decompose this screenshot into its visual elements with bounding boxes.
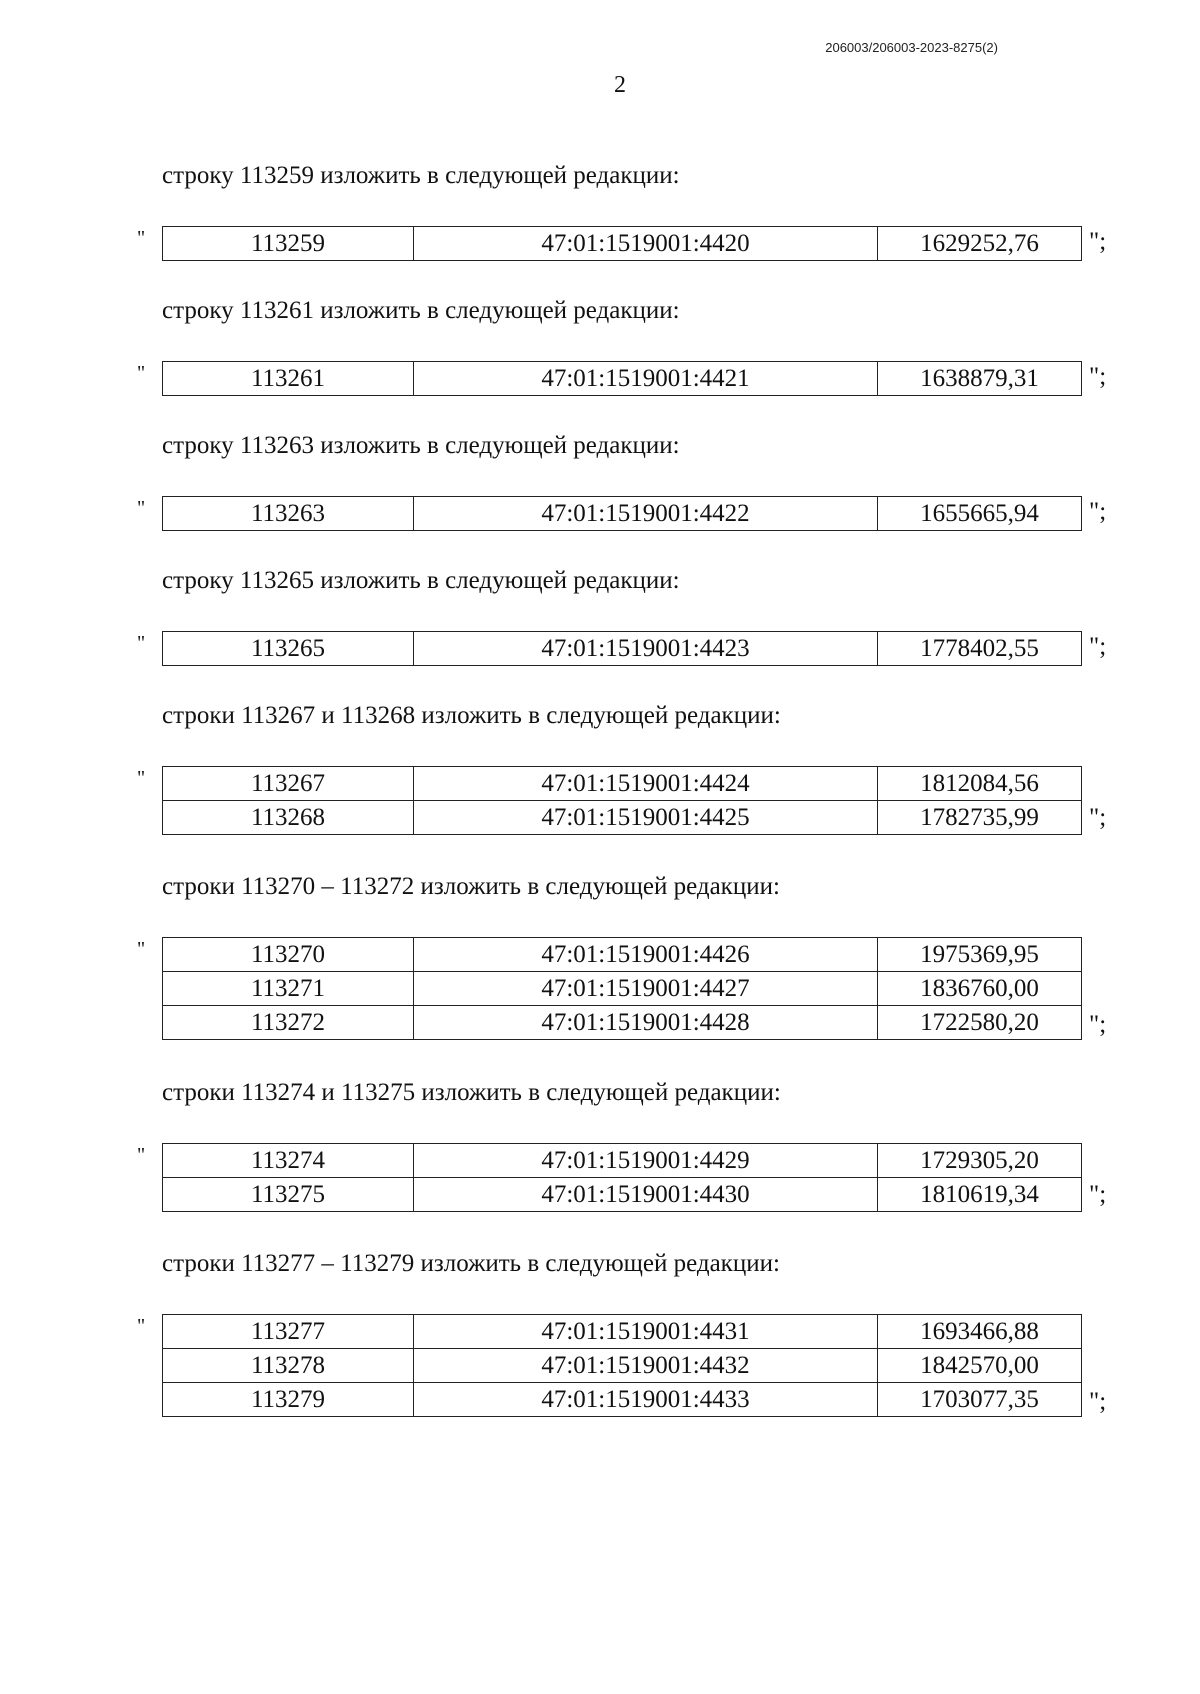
cadastral-number-cell: 47:01:1519001:4420 [414,227,878,261]
amendment-table [162,766,1082,835]
row-number-cell: 113259 [163,227,414,261]
cadastral-number-cell: 47:01:1519001:4431 [414,1315,878,1349]
table-row [163,362,1082,396]
table-row [163,972,1082,1006]
row-number-cell: 113268 [163,801,414,835]
amendment-table [162,226,1082,261]
table-row [163,767,1082,801]
table-row [163,1178,1082,1212]
value-cell: 1778402,55 [878,632,1082,666]
amendment-table [162,937,1082,1040]
value-cell: 1703077,35 [878,1383,1082,1417]
value-cell: 1729305,20 [878,1144,1082,1178]
row-number-cell: 113272 [163,1006,414,1040]
value-cell: 1842570,00 [878,1349,1082,1383]
closing-quote: "; [1089,1388,1107,1415]
amendment-instruction: строку 113263 изложить в следующей редакции: [162,432,680,459]
value-cell: 1782735,99 [878,801,1082,835]
value-cell: 1693466,88 [878,1315,1082,1349]
row-number-cell: 113261 [163,362,414,396]
row-number-cell: 113267 [163,767,414,801]
table-row [163,801,1082,835]
value-cell: 1836760,00 [878,972,1082,1006]
closing-quote: "; [1089,228,1107,255]
row-number-cell: 113277 [163,1315,414,1349]
row-number-cell: 113274 [163,1144,414,1178]
opening-quote: " [137,1144,146,1166]
opening-quote: " [137,767,146,789]
row-number-cell: 113278 [163,1349,414,1383]
amendment-instruction: строки 113274 и 113275 изложить в следующей редакции: [162,1079,781,1106]
cadastral-number-cell: 47:01:1519001:4427 [414,972,878,1006]
table-row [163,497,1082,531]
row-number-cell: 113275 [163,1178,414,1212]
cadastral-number-cell: 47:01:1519001:4432 [414,1349,878,1383]
row-number-cell: 113271 [163,972,414,1006]
value-cell: 1629252,76 [878,227,1082,261]
amendment-table [162,1143,1082,1212]
cadastral-number-cell: 47:01:1519001:4425 [414,801,878,835]
cadastral-number-cell: 47:01:1519001:4426 [414,938,878,972]
table-row [163,1006,1082,1040]
amendment-table [162,1314,1082,1417]
closing-quote: "; [1089,498,1107,525]
page-number: 2 [614,72,626,98]
row-number-cell: 113270 [163,938,414,972]
amendment-table [162,361,1082,396]
amendment-instruction: строку 113265 изложить в следующей редакции: [162,567,680,594]
closing-quote: "; [1089,804,1107,831]
cadastral-number-cell: 47:01:1519001:4429 [414,1144,878,1178]
cadastral-number-cell: 47:01:1519001:4428 [414,1006,878,1040]
opening-quote: " [137,1315,146,1337]
opening-quote: " [137,227,146,249]
cadastral-number-cell: 47:01:1519001:4433 [414,1383,878,1417]
cadastral-number-cell: 47:01:1519001:4430 [414,1178,878,1212]
amendment-instruction: строки 113267 и 113268 изложить в следующей редакции: [162,702,781,729]
value-cell: 1812084,56 [878,767,1082,801]
row-number-cell: 113279 [163,1383,414,1417]
amendment-instruction: строки 113277 – 113279 изложить в следующей редакции: [162,1250,780,1277]
value-cell: 1975369,95 [878,938,1082,972]
table-row [163,1315,1082,1349]
cadastral-number-cell: 47:01:1519001:4424 [414,767,878,801]
opening-quote: " [137,362,146,384]
amendment-table [162,631,1082,666]
closing-quote: "; [1089,363,1107,390]
cadastral-number-cell: 47:01:1519001:4421 [414,362,878,396]
amendment-instruction: строки 113270 – 113272 изложить в следующей редакции: [162,873,780,900]
closing-quote: "; [1089,633,1107,660]
value-cell: 1722580,20 [878,1006,1082,1040]
amendment-table [162,496,1082,531]
row-number-cell: 113265 [163,632,414,666]
opening-quote: " [137,938,146,960]
opening-quote: " [137,632,146,654]
table-row [163,1383,1082,1417]
row-number-cell: 113263 [163,497,414,531]
table-row [163,1349,1082,1383]
table-row [163,632,1082,666]
value-cell: 1810619,34 [878,1178,1082,1212]
value-cell: 1638879,31 [878,362,1082,396]
table-row [163,227,1082,261]
closing-quote: "; [1089,1181,1107,1208]
table-row [163,1144,1082,1178]
amendment-instruction: строку 113261 изложить в следующей редакции: [162,297,680,324]
closing-quote: "; [1089,1011,1107,1038]
table-row [163,938,1082,972]
amendment-instruction: строку 113259 изложить в следующей редакции: [162,162,680,189]
opening-quote: " [137,497,146,519]
cadastral-number-cell: 47:01:1519001:4422 [414,497,878,531]
document-id: 206003/206003-2023-8275(2) [825,40,998,55]
value-cell: 1655665,94 [878,497,1082,531]
cadastral-number-cell: 47:01:1519001:4423 [414,632,878,666]
